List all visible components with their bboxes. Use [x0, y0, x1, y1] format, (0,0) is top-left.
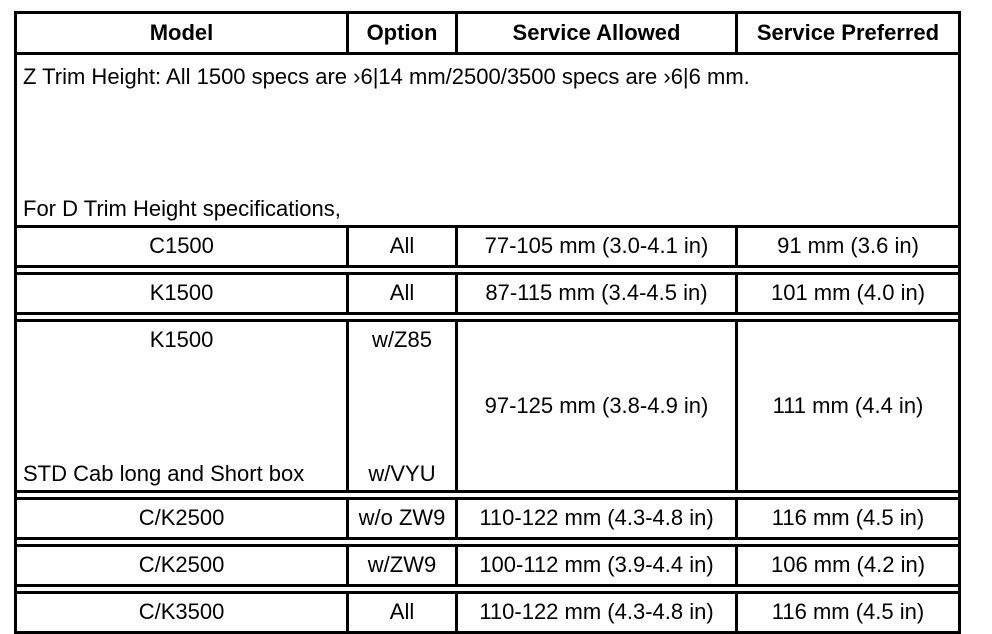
- model-cell: C/K3500: [16, 593, 348, 633]
- service-allowed-cell: 110-122 mm (4.3-4.8 in): [457, 593, 737, 633]
- note-row: [16, 54, 960, 227]
- service-allowed-cell: 110-122 mm (4.3-4.8 in): [457, 499, 737, 539]
- option-cell: All: [348, 593, 457, 633]
- row-separator-cell: [16, 586, 960, 593]
- service-allowed-cell: 87-115 mm (3.4-4.5 in): [457, 274, 737, 314]
- z-trim-note: Z Trim Height: All 1500 specs are ›6|14 mm/2500/3500 specs are ›6|6 mm.: [23, 64, 750, 89]
- service-preferred-cell: 111 mm (4.4 in): [737, 321, 960, 492]
- row-separator: [16, 539, 960, 546]
- table-row: [16, 593, 960, 633]
- service-allowed-cell: 97-125 mm (3.8-4.9 in): [457, 321, 737, 492]
- model-cell: C1500: [16, 227, 348, 267]
- model-cell: C/K2500: [16, 546, 348, 586]
- row-separator: [16, 267, 960, 274]
- table-row: [16, 321, 960, 492]
- header-row: [16, 13, 960, 54]
- option-cell: [348, 321, 457, 492]
- trim-height-spec-table: [14, 11, 961, 634]
- row-separator: [16, 314, 960, 321]
- table-row: [16, 546, 960, 586]
- table-row: [16, 274, 960, 314]
- service-allowed-cell: 77-105 mm (3.0-4.1 in): [457, 227, 737, 267]
- table-row: [16, 499, 960, 539]
- model-text: K1500: [149, 327, 214, 352]
- service-preferred-cell: 101 mm (4.0 in): [737, 274, 960, 314]
- row-separator-cell: [16, 314, 960, 321]
- service-preferred-cell: 106 mm (4.2 in): [737, 546, 960, 586]
- row-separator: [16, 586, 960, 593]
- header-model: Model: [16, 13, 348, 54]
- header-option: Option: [348, 13, 457, 54]
- row-separator-cell: [16, 492, 960, 499]
- model-cell: C/K2500: [16, 499, 348, 539]
- option-cell: All: [348, 227, 457, 267]
- service-preferred-cell: 91 mm (3.6 in): [737, 227, 960, 267]
- option-text: w/Z85: [372, 327, 432, 352]
- header-service-allowed: Service Allowed: [457, 13, 737, 54]
- option-cell: All: [348, 274, 457, 314]
- option-cell: w/o ZW9: [348, 499, 457, 539]
- service-allowed-cell: 100-112 mm (3.9-4.4 in): [457, 546, 737, 586]
- row-separator: [16, 492, 960, 499]
- header-service-preferred: Service Preferred: [737, 13, 960, 54]
- option-cell: w/ZW9: [348, 546, 457, 586]
- table-row: [16, 227, 960, 267]
- service-preferred-cell: 116 mm (4.5 in): [737, 593, 960, 633]
- model-cell: [16, 321, 348, 492]
- row-separator-cell: [16, 539, 960, 546]
- row-separator-cell: [16, 267, 960, 274]
- option-text-2: w/VYU: [368, 460, 436, 486]
- service-preferred-cell: 116 mm (4.5 in): [737, 499, 960, 539]
- model-note-text: STD Cab long and Short box: [23, 460, 305, 486]
- note-cell: [16, 54, 960, 227]
- model-cell: K1500: [16, 274, 348, 314]
- d-trim-note: For D Trim Height specifications,: [23, 195, 341, 221]
